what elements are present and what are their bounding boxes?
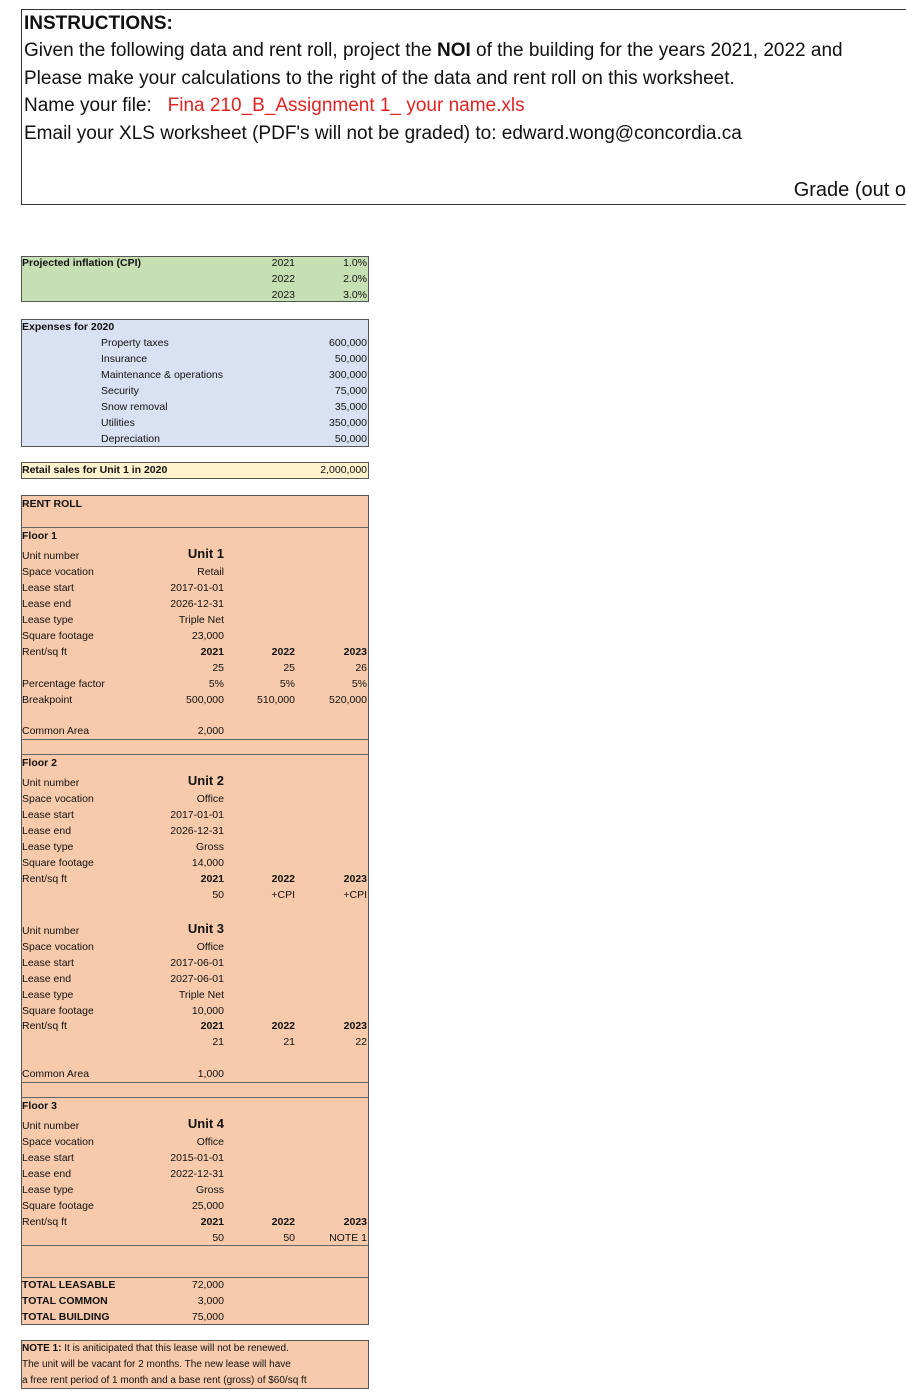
inflation-rate: 2.0% xyxy=(343,273,367,285)
unit-1-number: Unit 1 xyxy=(187,546,224,561)
expense-amount: 35,000 xyxy=(334,401,367,413)
row-label: Square footage xyxy=(22,1200,94,1212)
instructions-line-4: Email your XLS worksheet (PDF's will not be graded) to: edward.wong@concordia.ca xyxy=(24,123,742,144)
grade-label: Grade (out o xyxy=(793,179,906,201)
rent-value: 21 xyxy=(212,1036,224,1048)
divider xyxy=(21,1082,369,1083)
row-label: Lease end xyxy=(22,825,72,837)
inflation-year: 2022 xyxy=(271,273,295,285)
year-header: 2023 xyxy=(343,1020,367,1032)
year-header: 2021 xyxy=(200,1020,224,1032)
row-label: Lease start xyxy=(22,809,74,821)
row-label: Square footage xyxy=(22,857,94,869)
note-line-3: a free rent period of 1 month and a base rent (gross) of $60/sq ft xyxy=(22,1375,307,1386)
unit-3-number: Unit 3 xyxy=(187,921,224,936)
divider xyxy=(21,1097,369,1098)
row-label: Square footage xyxy=(22,1005,94,1017)
row-label: Lease start xyxy=(22,957,74,969)
instructions-line-2: Please make your calculations to the right of the data and rent roll on this worksheet. xyxy=(24,68,735,89)
unit-3-lease-start: 2017-06-01 xyxy=(170,957,224,969)
rent-value: 21 xyxy=(283,1036,295,1048)
inflation-year: 2023 xyxy=(271,289,295,301)
row-label: Breakpoint xyxy=(22,694,73,706)
row-label: Unit number xyxy=(22,777,80,789)
total-label: TOTAL COMMON xyxy=(22,1295,108,1307)
total-value: 3,000 xyxy=(197,1295,224,1307)
expense-amount: 300,000 xyxy=(329,369,367,381)
row-label: Unit number xyxy=(22,1120,80,1132)
total-value: 72,000 xyxy=(191,1279,224,1291)
divider xyxy=(21,739,369,740)
floor-3-label: Floor 3 xyxy=(22,1100,58,1112)
total-label: TOTAL LEASABLE xyxy=(22,1279,116,1291)
year-header: 2022 xyxy=(271,1020,295,1032)
floor-1-common-area: 2,000 xyxy=(197,725,224,737)
unit-2-lease-type: Gross xyxy=(195,841,224,853)
row-label: Space vocation xyxy=(22,566,94,578)
row-label: Rent/sq ft xyxy=(22,1020,67,1032)
instructions-line-1: Given the following data and rent roll, project the NOI of the building for the years 2021, 2022 and xyxy=(24,40,843,61)
unit-2-lease-end: 2026-12-31 xyxy=(170,825,224,837)
unit-3-lease-type: Triple Net xyxy=(178,989,224,1001)
divider xyxy=(21,754,369,755)
row-label: Lease end xyxy=(22,1168,72,1180)
unit-1-lease-type: Triple Net xyxy=(178,614,224,626)
pct-value: 5% xyxy=(208,678,224,690)
expense-amount: 600,000 xyxy=(329,337,367,349)
rent-value: 26 xyxy=(355,662,367,674)
expense-name: Maintenance & operations xyxy=(101,369,223,381)
inflation-rate: 1.0% xyxy=(343,257,367,269)
unit-4-lease-type: Gross xyxy=(195,1184,224,1196)
row-label: Lease type xyxy=(22,1184,74,1196)
floor-2-common-area: 1,000 xyxy=(197,1068,224,1080)
instructions-heading: INSTRUCTIONS: xyxy=(24,13,173,34)
row-label: Lease end xyxy=(22,973,72,985)
year-header: 2021 xyxy=(200,873,224,885)
row-label: Lease start xyxy=(22,582,74,594)
breakpoint-value: 500,000 xyxy=(186,694,224,706)
rent-value: 50 xyxy=(212,1232,224,1244)
floor-1-label: Floor 1 xyxy=(22,530,58,542)
note-line-2: The unit will be vacant for 2 months. The new lease will have xyxy=(22,1359,291,1370)
row-label: Percentage factor xyxy=(22,678,105,690)
rent-value: +CPI xyxy=(271,889,295,901)
expense-name: Security xyxy=(101,385,139,397)
total-value: 75,000 xyxy=(191,1311,224,1323)
unit-1-lease-end: 2026-12-31 xyxy=(170,598,224,610)
floor-2-label: Floor 2 xyxy=(22,757,58,769)
row-label: Space vocation xyxy=(22,793,94,805)
file-name: Fina 210_B_Assignment 1_ your name.xls xyxy=(167,95,525,116)
expense-name: Property taxes xyxy=(101,337,169,349)
unit-1-space: Retail xyxy=(197,566,224,578)
unit-4-sqft: 25,000 xyxy=(191,1200,224,1212)
unit-3-space: Office xyxy=(196,941,224,953)
unit-4-lease-end: 2022-12-31 xyxy=(170,1168,224,1180)
instructions-box xyxy=(21,9,906,205)
inflation-rate: 3.0% xyxy=(343,289,367,301)
unit-3-sqft: 10,000 xyxy=(191,1005,224,1017)
year-header: 2022 xyxy=(271,1216,295,1228)
expense-amount: 75,000 xyxy=(334,385,367,397)
divider xyxy=(21,527,369,528)
inflation-label: Projected inflation (CPI) xyxy=(22,257,142,269)
expenses-label: Expenses for 2020 xyxy=(22,321,115,333)
retail-sales-value: 2,000,000 xyxy=(320,464,367,476)
unit-1-lease-start: 2017-01-01 xyxy=(170,582,224,594)
row-label: Unit number xyxy=(22,925,80,937)
row-label: Lease start xyxy=(22,1152,74,1164)
year-header: 2023 xyxy=(343,646,367,658)
unit-3-lease-end: 2027-06-01 xyxy=(170,973,224,985)
year-header: 2021 xyxy=(200,1216,224,1228)
year-header: 2022 xyxy=(271,873,295,885)
row-label: Square footage xyxy=(22,630,94,642)
year-header: 2022 xyxy=(271,646,295,658)
row-label: Lease type xyxy=(22,989,74,1001)
note-line-1: NOTE 1: It is aniticipated that this lease will not be renewed. xyxy=(22,1343,289,1354)
year-header: 2021 xyxy=(200,646,224,658)
rent-value: 50 xyxy=(283,1232,295,1244)
unit-1-sqft: 23,000 xyxy=(191,630,224,642)
row-label: Rent/sq ft xyxy=(22,1216,67,1228)
year-header: 2023 xyxy=(343,1216,367,1228)
expense-name: Insurance xyxy=(101,353,148,365)
unit-2-space: Office xyxy=(196,793,224,805)
unit-2-sqft: 14,000 xyxy=(191,857,224,869)
inflation-year: 2021 xyxy=(271,257,295,269)
row-label: Lease end xyxy=(22,598,72,610)
row-label: Common Area xyxy=(22,725,90,737)
breakpoint-value: 510,000 xyxy=(257,694,295,706)
rent-value: 22 xyxy=(355,1036,367,1048)
year-header: 2023 xyxy=(343,873,367,885)
rent-value: 25 xyxy=(283,662,295,674)
unit-2-lease-start: 2017-01-01 xyxy=(170,809,224,821)
row-label: Space vocation xyxy=(22,1136,94,1148)
row-label: Unit number xyxy=(22,550,80,562)
row-label: Space vocation xyxy=(22,941,94,953)
row-label: Rent/sq ft xyxy=(22,646,67,658)
row-label: Lease type xyxy=(22,841,74,853)
rent-value: 25 xyxy=(212,662,224,674)
expense-amount: 350,000 xyxy=(329,417,367,429)
expense-name: Utilities xyxy=(101,417,135,429)
rent-value: NOTE 1 xyxy=(329,1232,367,1244)
expense-name: Depreciation xyxy=(101,433,160,445)
pct-value: 5% xyxy=(279,678,295,690)
expense-amount: 50,000 xyxy=(334,353,367,365)
retail-sales-label: Retail sales for Unit 1 in 2020 xyxy=(22,464,168,476)
total-label: TOTAL BUILDING xyxy=(22,1311,110,1323)
rent-roll-title: RENT ROLL xyxy=(22,498,83,510)
row-label: Common Area xyxy=(22,1068,90,1080)
pct-value: 5% xyxy=(351,678,367,690)
unit-4-space: Office xyxy=(196,1136,224,1148)
row-label: Rent/sq ft xyxy=(22,873,67,885)
rent-value: +CPI xyxy=(343,889,367,901)
row-label: Lease type xyxy=(22,614,74,626)
unit-4-lease-start: 2015-01-01 xyxy=(170,1152,224,1164)
breakpoint-value: 520,000 xyxy=(329,694,367,706)
unit-4-number: Unit 4 xyxy=(187,1116,224,1131)
expense-amount: 50,000 xyxy=(334,433,367,445)
instructions-line-3: Name your file: Fina 210_B_Assignment 1_ your name.xls xyxy=(24,95,525,116)
rent-value: 50 xyxy=(212,889,224,901)
expense-name: Snow removal xyxy=(101,401,168,413)
unit-2-number: Unit 2 xyxy=(187,773,224,788)
